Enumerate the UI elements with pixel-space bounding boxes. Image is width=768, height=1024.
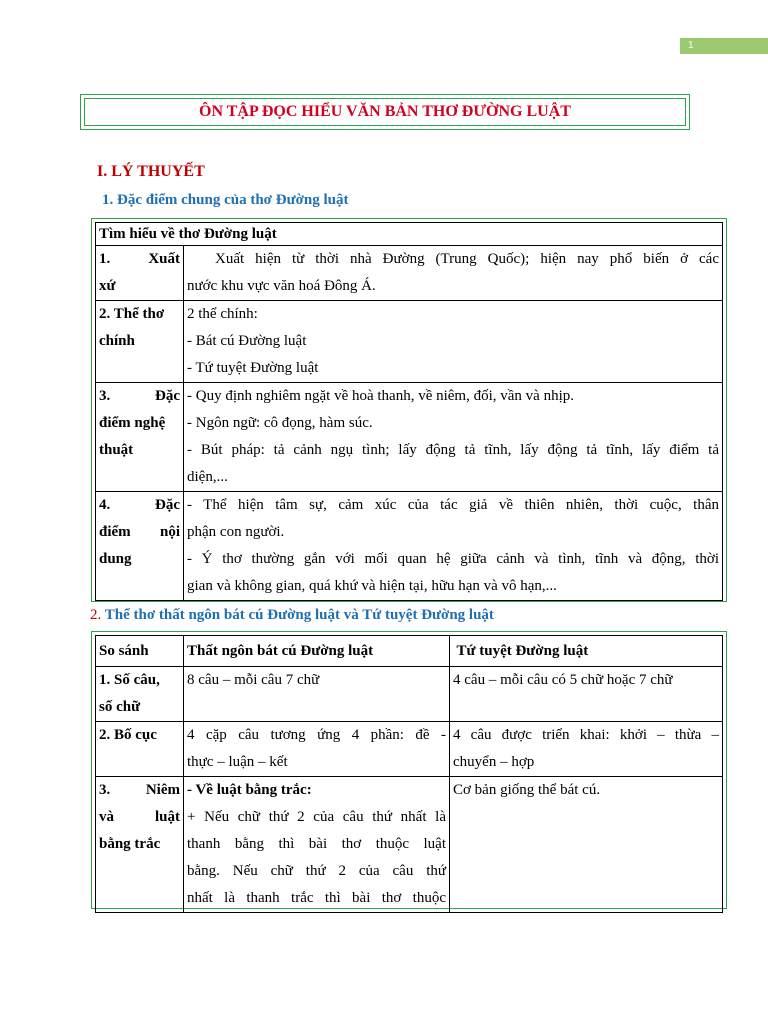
table-cell-label xyxy=(96,492,184,601)
table-cell-label xyxy=(96,667,184,722)
title-box xyxy=(80,94,690,130)
label-line: 3. Niêm xyxy=(99,782,180,798)
content-line: diện,... xyxy=(187,469,228,485)
table-cell-content xyxy=(450,667,723,722)
label-line: 1. Xuất xyxy=(99,251,180,267)
table-cell-content xyxy=(184,383,723,492)
table1-header: Tìm hiểu về thơ Đường luật xyxy=(96,223,723,246)
content-line: 8 câu – mỗi câu 7 chữ xyxy=(187,672,320,688)
table-row xyxy=(96,492,723,601)
table-row xyxy=(96,301,723,383)
table-row xyxy=(96,223,723,246)
content-line: - Bát cú Đường luật xyxy=(187,333,307,349)
label-line: điểm nghệ xyxy=(99,415,166,431)
label-line: điểm nội xyxy=(99,524,180,540)
content-line: chuyển – hợp xyxy=(453,754,535,770)
label-line: số chữ xyxy=(99,699,141,715)
section-number: I xyxy=(97,163,104,180)
content-line: - Bút pháp: tả cảnh ngụ tình; lấy động tả tĩnh, lấy động tả tĩnh, lấy điểm tả xyxy=(187,442,719,458)
header-cell: Tứ tuyệt Đường luật xyxy=(450,636,723,667)
content-line: nhất là thanh trắc thì bài thơ thuộc xyxy=(187,890,446,906)
content-line: - Thể hiện tâm sự, cảm xúc của tác giả về thiên nhiên, thời cuộc, thân xyxy=(187,497,719,513)
content-line: 4 câu được triển khai: khởi – thừa – xyxy=(453,727,719,743)
table-cell-label xyxy=(96,777,184,913)
table-cell-content xyxy=(450,722,723,777)
section-title: . LÝ THUYẾT xyxy=(103,163,205,180)
table-cell-content xyxy=(184,492,723,601)
label-line: bằng trắc xyxy=(99,836,161,852)
content-line: 2 thể chính: xyxy=(187,306,258,322)
content-line: - Ý thơ thường gắn với mối quan hệ giữa cảnh và tình, tĩnh và động, thời xyxy=(187,551,719,567)
table-cell-label xyxy=(96,383,184,492)
document-title: ÔN TẬP ĐỌC HIỂU VĂN BẢN THƠ ĐƯỜNG LUẬT xyxy=(84,98,686,126)
table-cell-label xyxy=(96,722,184,777)
table-general-features xyxy=(95,222,723,601)
table2-frame xyxy=(91,631,727,909)
subsection-heading-2 xyxy=(90,607,494,624)
content-line: - Ngôn ngữ: cô đọng, hàm súc. xyxy=(187,415,373,431)
table-cell-content xyxy=(184,246,723,301)
content-line: nước khu vực văn hoá Đông Á. xyxy=(187,278,376,294)
content-line: - Tứ tuyệt Đường luật xyxy=(187,360,319,376)
table-row xyxy=(96,246,723,301)
table-cell-label xyxy=(96,246,184,301)
content-line: thực – luận – kết xyxy=(187,754,288,770)
content-line: gian và không gian, quá khứ và hiện tại, hữu hạn và vô hạn,... xyxy=(187,578,557,594)
table-cell-content xyxy=(450,777,723,913)
content-line: thanh bằng thì bài thơ thuộc luật xyxy=(187,836,446,852)
table-cell-label xyxy=(96,301,184,383)
label-line: và luật xyxy=(99,809,180,825)
content-line: + Nếu chữ thứ 2 của câu thứ nhất là xyxy=(187,809,446,825)
table-cell-content xyxy=(184,722,450,777)
content-line: phận con người. xyxy=(187,524,285,540)
table-cell-content xyxy=(184,301,723,383)
content-line: 4 cặp câu tương ứng 4 phần: đề - xyxy=(187,727,446,743)
table-row xyxy=(96,636,723,667)
label-line: xứ xyxy=(99,278,116,294)
table1-frame xyxy=(91,218,727,602)
content-line: Xuất hiện từ thời nhà Đường (Trung Quốc); hiện nay phổ biến ở các xyxy=(215,251,719,267)
table-cell-content xyxy=(184,777,450,913)
content-line: - Quy định nghiêm ngặt về hoà thanh, về niêm, đối, vần và nhịp. xyxy=(187,388,575,404)
subsection-number: 2. xyxy=(90,607,102,623)
table-row xyxy=(96,383,723,492)
content-line: 4 câu – mỗi câu có 5 chữ hoặc 7 chữ xyxy=(453,672,673,688)
section-heading-theory xyxy=(97,163,205,181)
label-line: 2. Bố cục xyxy=(99,727,157,743)
table-row xyxy=(96,777,723,913)
label-line: dung xyxy=(99,551,132,567)
content-line-bold: - Về luật bằng trắc: xyxy=(187,782,312,798)
subsection-title: Thể thơ thất ngôn bát cú Đường luật và Tứ tuyệt Đường luật xyxy=(101,607,494,623)
table-row xyxy=(96,667,723,722)
header-cell: Thất ngôn bát cú Đường luật xyxy=(184,636,450,667)
table-cell-content xyxy=(184,667,450,722)
page-number: 1 xyxy=(680,38,768,54)
label-line: thuật xyxy=(99,442,134,458)
table-comparison xyxy=(95,635,723,913)
label-line: 3. Đặc xyxy=(99,388,180,404)
subsection-heading-1: 1. Đặc điểm chung của thơ Đường luật xyxy=(102,192,349,208)
table-row xyxy=(96,722,723,777)
content-line: Cơ bản giống thể bát cú. xyxy=(453,782,601,798)
content-line: bằng. Nếu chữ thứ 2 của câu thứ xyxy=(187,863,446,879)
label-line: 1. Số câu, xyxy=(99,672,160,688)
label-line: 4. Đặc xyxy=(99,497,180,513)
label-line: 2. Thể thơ xyxy=(99,306,165,322)
label-line: chính xyxy=(99,333,135,349)
header-cell: So sánh xyxy=(96,636,184,667)
